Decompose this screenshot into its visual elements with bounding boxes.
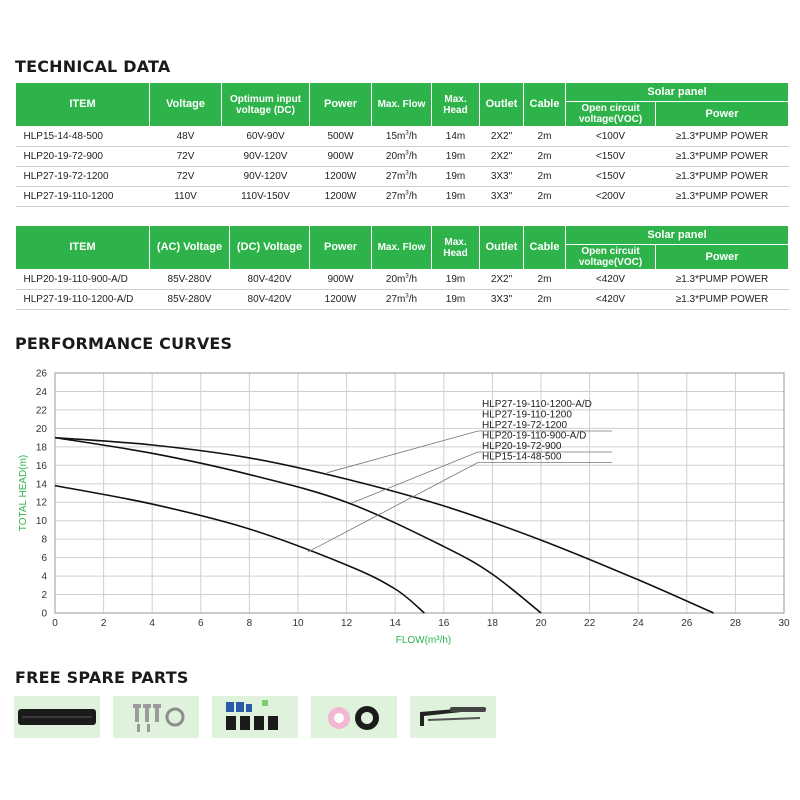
cell-item: HLP27-19-110-1200 <box>16 187 150 207</box>
cell-optimum-voltage: 60V-90V <box>222 127 310 147</box>
cell-panel-power: ≥1.3*PUMP POWER <box>656 127 789 147</box>
table-row <box>16 167 789 187</box>
x-axis-label: FLOW(m³/h) <box>395 635 452 646</box>
cell-optimum-voltage: 110V-150V <box>222 187 310 207</box>
cell-optimum-voltage: 90V-120V <box>222 147 310 167</box>
x-tick-label: 28 <box>729 618 741 629</box>
cell-dc-voltage: 80V-420V <box>230 270 310 290</box>
x-tick-label: 14 <box>389 618 401 629</box>
performance-chart <box>0 360 800 655</box>
header-power: Power <box>310 83 372 127</box>
cell-power: 900W <box>310 147 372 167</box>
header-cable: Cable <box>524 226 566 270</box>
y-tick-label: 10 <box>35 516 47 528</box>
cell-voltage: 72V <box>150 147 222 167</box>
spare-part-bolts <box>113 696 199 738</box>
cell-max-flow: $20m^3/h$ <box>372 147 432 167</box>
cell-outlet: 2X2" <box>480 127 524 147</box>
cell-max-flow: $27m^3/h$ <box>372 187 432 207</box>
header-panel-power: Power <box>656 245 789 270</box>
cell-item: HLP20-19-110-900-A/D <box>16 270 150 290</box>
y-tick-label: 0 <box>41 608 47 620</box>
cell-outlet: 3X3" <box>480 187 524 207</box>
header-panel-power: Power <box>656 102 789 127</box>
cable-sleeve-icon <box>14 696 100 738</box>
spare-part-cable-sleeve <box>14 696 100 738</box>
cell-voltage: 72V <box>150 167 222 187</box>
y-axis-label: TOTAL HEAD(m) <box>18 454 29 532</box>
cell-open-circuit: <150V <box>566 167 656 187</box>
header-item: ITEM <box>16 83 150 127</box>
spare-parts-row <box>14 696 496 738</box>
cell-ac-voltage: 85V-280V <box>150 270 230 290</box>
cell-panel-power: ≥1.3*PUMP POWER <box>656 187 789 207</box>
spare-parts-title: FREE SPARE PARTS <box>15 668 189 687</box>
y-tick-label: 18 <box>35 442 47 454</box>
x-tick-label: 20 <box>535 618 547 629</box>
cell-cable: 2m <box>524 290 566 310</box>
table-row <box>16 147 789 167</box>
cell-power: 1200W <box>310 290 372 310</box>
x-tick-label: 30 <box>778 618 790 629</box>
y-tick-label: 20 <box>35 423 47 435</box>
header-max-flow: Max. Flow <box>372 83 432 127</box>
x-tick-label: 18 <box>486 618 498 629</box>
cell-optimum-voltage: 90V-120V <box>222 167 310 187</box>
cell-open-circuit: <150V <box>566 147 656 167</box>
table-row <box>16 290 789 310</box>
callout-label: HLP15-14-48-500 <box>482 451 562 463</box>
cell-open-circuit: <420V <box>566 290 656 310</box>
cell-voltage: 110V <box>150 187 222 207</box>
x-tick-label: 16 <box>438 618 450 629</box>
y-tick-label: 22 <box>35 405 47 417</box>
cell-open-circuit: <420V <box>566 270 656 290</box>
table-row <box>16 127 789 147</box>
cell-outlet: 2X2" <box>480 147 524 167</box>
cell-outlet: 2X2" <box>480 270 524 290</box>
series-line <box>55 486 424 613</box>
header-outlet: Outlet <box>480 83 524 127</box>
cell-power: 500W <box>310 127 372 147</box>
header-open-circuit: Open circuit voltage(VOC) <box>566 245 656 270</box>
technical-table-dc <box>15 82 789 207</box>
callout-label: HLP27-19-72-1200 <box>482 420 568 431</box>
x-tick-label: 26 <box>681 618 693 629</box>
cell-cable: 2m <box>524 167 566 187</box>
performance-curves-title: PERFORMANCE CURVES <box>15 334 233 353</box>
connectors-icon <box>212 696 298 738</box>
header-max-head: Max. Head <box>432 226 480 270</box>
x-tick-label: 8 <box>246 618 253 629</box>
cell-item: HLP27-19-72-1200 <box>16 167 150 187</box>
header-outlet: Outlet <box>480 226 524 270</box>
header-dc-voltage: (DC) Voltage <box>230 226 310 270</box>
table-row <box>16 187 789 207</box>
cell-cable: 2m <box>524 270 566 290</box>
cell-max-flow: $27m^3/h$ <box>372 290 432 310</box>
callout-label: HLP27-19-110-1200 <box>482 409 572 421</box>
cell-panel-power: ≥1.3*PUMP POWER <box>656 167 789 187</box>
cell-max-head: 14m <box>432 127 480 147</box>
x-tick-label: 12 <box>341 618 353 629</box>
cell-cable: 2m <box>524 187 566 207</box>
y-tick-label: 24 <box>35 386 47 398</box>
cell-item: HLP20-19-72-900 <box>16 147 150 167</box>
x-tick-label: 2 <box>100 618 107 629</box>
cell-outlet: 3X3" <box>480 290 524 310</box>
y-tick-label: 4 <box>41 571 47 583</box>
cell-power: 1200W <box>310 167 372 187</box>
callout-leader <box>327 431 478 473</box>
technical-table-acdc <box>15 225 789 310</box>
header-solar-panel: Solar panel <box>566 83 789 102</box>
cell-max-head: 19m <box>432 290 480 310</box>
x-tick-label: 6 <box>198 618 204 629</box>
cell-power: 900W <box>310 270 372 290</box>
wrench-tools-icon <box>410 696 496 738</box>
x-tick-label: 4 <box>149 618 155 629</box>
cell-power: 1200W <box>310 187 372 207</box>
cell-max-head: 19m <box>432 270 480 290</box>
bolts-clamps-icon <box>113 696 199 738</box>
cell-panel-power: ≥1.3*PUMP POWER <box>656 290 789 310</box>
cell-max-head: 19m <box>432 147 480 167</box>
series-line <box>55 438 714 613</box>
cell-open-circuit: <200V <box>566 187 656 207</box>
header-solar-panel: Solar panel <box>566 226 789 245</box>
header-optimum-voltage: Optimum input voltage (DC) <box>222 83 310 127</box>
header-ac-voltage: (AC) Voltage <box>150 226 230 270</box>
cell-max-flow: $20m^3/h$ <box>372 270 432 290</box>
x-tick-label: 24 <box>632 618 644 629</box>
x-tick-label: 10 <box>292 618 304 629</box>
cell-panel-power: ≥1.3*PUMP POWER <box>656 147 789 167</box>
y-tick-label: 14 <box>35 479 47 491</box>
cell-open-circuit: <100V <box>566 127 656 147</box>
y-tick-label: 12 <box>35 497 47 509</box>
cell-item: HLP15-14-48-500 <box>16 127 150 147</box>
header-open-circuit: Open circuit voltage(VOC) <box>566 102 656 127</box>
cell-cable: 2m <box>524 127 566 147</box>
cell-panel-power: ≥1.3*PUMP POWER <box>656 270 789 290</box>
cell-voltage: 48V <box>150 127 222 147</box>
header-max-flow: Max. Flow <box>372 226 432 270</box>
cell-cable: 2m <box>524 147 566 167</box>
header-item: ITEM <box>16 226 150 270</box>
cell-max-head: 19m <box>432 187 480 207</box>
cell-dc-voltage: 80V-420V <box>230 290 310 310</box>
y-tick-label: 8 <box>41 534 47 546</box>
callout-label: HLP20-19-110-900-A/D <box>482 430 587 442</box>
cell-ac-voltage: 85V-280V <box>150 290 230 310</box>
y-tick-label: 26 <box>35 368 47 380</box>
header-power: Power <box>310 226 372 270</box>
x-tick-label: 0 <box>52 618 58 629</box>
y-tick-label: 2 <box>41 590 47 602</box>
table-row <box>16 270 789 290</box>
header-cable: Cable <box>524 83 566 127</box>
y-tick-label: 6 <box>41 553 47 565</box>
cell-max-flow: $15m^3/h$ <box>372 127 432 147</box>
header-max-head: Max. Head <box>432 83 480 127</box>
cell-item: HLP27-19-110-1200-A/D <box>16 290 150 310</box>
spare-part-tape <box>311 696 397 738</box>
technical-data-title: TECHNICAL DATA <box>15 57 171 76</box>
x-tick-label: 22 <box>584 618 596 629</box>
spare-part-connectors <box>212 696 298 738</box>
y-tick-label: 16 <box>35 460 47 472</box>
callout-label: HLP20-19-72-900 <box>482 441 562 452</box>
tape-rolls-icon <box>311 696 397 738</box>
spare-part-tools <box>410 696 496 738</box>
callout-label: HLP27-19-110-1200-A/D <box>482 399 592 410</box>
cell-max-head: 19m <box>432 167 480 187</box>
cell-max-flow: $27m^3/h$ <box>372 167 432 187</box>
cell-outlet: 3X3" <box>480 167 524 187</box>
header-voltage: Voltage <box>150 83 222 127</box>
